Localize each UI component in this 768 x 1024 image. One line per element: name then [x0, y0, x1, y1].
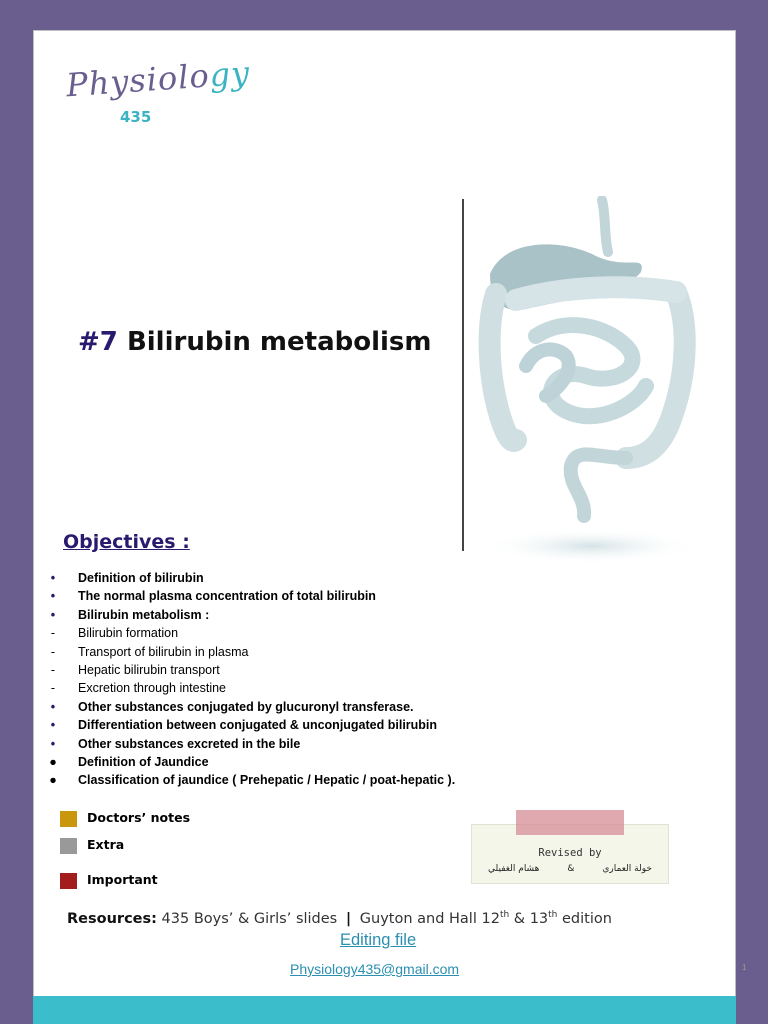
legend-label: Extra: [87, 837, 125, 852]
tape-strip: [516, 810, 624, 835]
page-title: [78, 327, 432, 357]
intestine-illustration: [476, 196, 702, 568]
objective-subitem: - Excretion through intestine: [40, 679, 680, 697]
bullet-icon: ●: [49, 773, 57, 788]
reviser-name: خولة العماري: [602, 864, 652, 874]
revised-by-label: Revised by: [538, 847, 602, 859]
dash-icon: -: [50, 626, 56, 641]
logo-number: 435: [120, 108, 152, 126]
swatch-doctors-notes: [60, 811, 77, 827]
lecture-title: Bilirubin metabolism: [126, 327, 432, 357]
objective-subitem: - Transport of bilirubin in plasma: [40, 643, 680, 661]
vertical-divider: [462, 199, 464, 551]
dash-icon: -: [50, 681, 56, 696]
bullet-icon: •: [50, 589, 56, 604]
resources-book: Guyton and Hall 12th & 13th edition: [359, 910, 612, 927]
objectives-heading: Objectives :: [63, 531, 190, 553]
bullet-icon: ●: [49, 754, 57, 769]
swatch-important: [60, 873, 77, 889]
resources-line: [67, 910, 612, 927]
dash-icon: -: [50, 644, 56, 659]
objective-item: • Other substances excreted in the bile: [40, 735, 680, 753]
bullet-icon: •: [50, 736, 56, 751]
objective-item: • The normal plasma concentration of total bilirubin: [40, 587, 680, 605]
reviser-names: خولة العماري&هشام الغفيلي: [488, 864, 652, 874]
objective-item: • Bilirubin metabolism :: [40, 606, 680, 624]
lecture-number: #7: [78, 327, 118, 357]
physiology-logo: [62, 53, 252, 138]
logo-wordmark: Physiology: [64, 53, 252, 105]
footer-bar: [33, 996, 736, 1024]
objective-item: ● Classification of jaundice ( Prehepatic / Hepatic / poat-hepatic ).: [40, 771, 680, 789]
objectives-list: [40, 569, 680, 790]
bullet-icon: •: [50, 571, 56, 585]
resources-label: Resources:: [67, 910, 157, 927]
objective-subitem: - Hepatic bilirubin transport: [40, 661, 680, 679]
legend-label: Important: [87, 872, 158, 887]
objective-subitem: - Bilirubin formation: [40, 624, 680, 642]
resources-separator: |: [345, 910, 352, 927]
objective-item: • Differentiation between conjugated & unconjugated bilirubin: [40, 716, 680, 734]
revised-by-note: [471, 824, 669, 884]
page-number: 1: [742, 963, 747, 972]
editing-file-link[interactable]: Editing file: [340, 931, 417, 949]
objective-item: • Definition of bilirubin: [40, 569, 680, 587]
dash-icon: -: [50, 662, 56, 677]
reviser-name: هشام الغفيلي: [488, 864, 540, 874]
bullet-icon: •: [50, 699, 56, 714]
objective-item: • Other substances conjugated by glucuronyl transferase.: [40, 698, 680, 716]
bullet-icon: •: [50, 607, 56, 622]
objective-item: ● Definition of Jaundice: [40, 753, 680, 771]
legend-label: Doctors’ notes: [87, 810, 191, 825]
bullet-icon: •: [50, 718, 56, 733]
swatch-extra: [60, 838, 77, 854]
email-link[interactable]: Physiology435@gmail.com: [290, 961, 460, 977]
resources-slides: 435 Boys’ & Girls’ slides: [161, 910, 338, 927]
